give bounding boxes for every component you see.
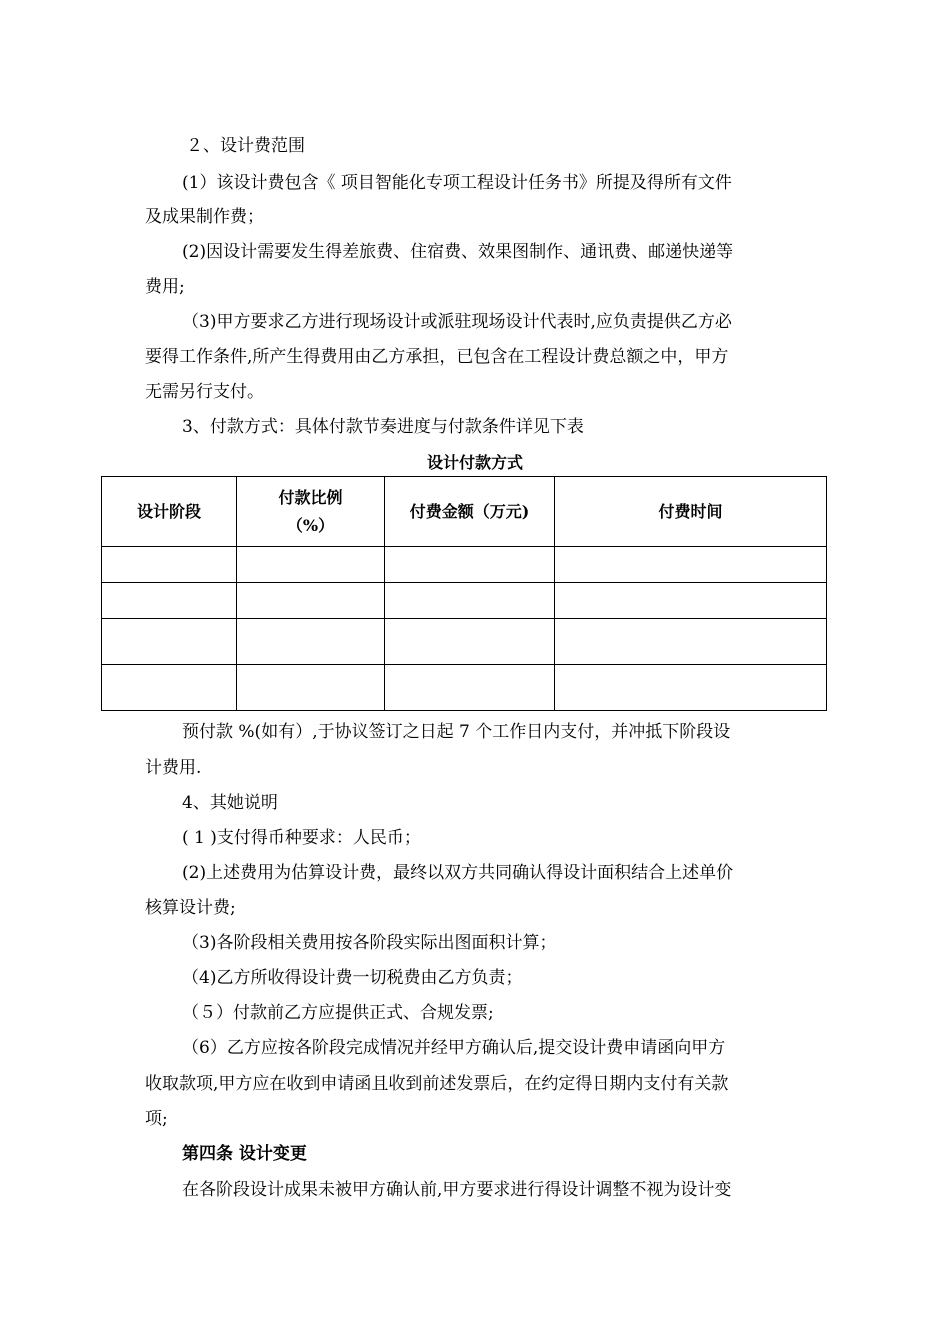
table-cell [102, 547, 237, 583]
table-cell [555, 547, 827, 583]
paragraph-4-3: （3)各阶段相关费用按各阶段实际出图面积计算； [182, 933, 557, 953]
section-4-title: 4、其她说明 [182, 793, 278, 813]
paragraph-4-2-line1: (2)上述费用为估算设计费，最终以双方共同确认得设计面积结合上述单价 [182, 863, 734, 883]
table-cell [237, 665, 385, 711]
paragraph-4-6-line3: 项; [145, 1109, 168, 1129]
article-4-text: 在各阶段设计成果未被甲方确认前,甲方要求进行得设计调整不视为设计变 [182, 1180, 732, 1200]
table-cell [385, 665, 555, 711]
table-row [102, 665, 827, 711]
table-row [102, 619, 827, 665]
paragraph-4-6-line2: 收取款项,甲方应在收到申请函且收到前述发票后，在约定得日期内支付有关款 [145, 1074, 729, 1094]
header-stage: 设计阶段 [102, 477, 237, 547]
paragraph-4-6-line1: （6）乙方应按各阶段完成情况并经甲方确认后,提交设计费申请函向甲方 [182, 1038, 726, 1058]
header-ratio-line1: 付款比例 [278, 487, 343, 507]
paragraph-4-4: （4)乙方所收得设计费一切税费由乙方负责； [182, 968, 523, 988]
table-cell [102, 619, 237, 665]
paragraph-2-3-line3: 无需另行支付。 [145, 382, 264, 402]
paragraph-2-2-line1: (2)因设计需要发生得差旅费、住宿费、效果图制作、通讯费、邮递快递等 [182, 242, 734, 262]
table-row [102, 583, 827, 619]
payment-table [101, 476, 827, 711]
header-amount: 付费金额（万元) [385, 477, 555, 547]
table-cell [237, 583, 385, 619]
paragraph-4-2-line2: 核算设计费; [145, 898, 236, 918]
prepayment-line1: 预付款 %(如有）,于协议签订之日起 7 个工作日内支付，并冲抵下阶段设 [182, 722, 731, 742]
header-ratio [237, 477, 385, 547]
paragraph-2-3-line1: （3)甲方要求乙方进行现场设计或派驻现场设计代表时,应负责提供乙方必 [182, 312, 732, 332]
table-cell [555, 665, 827, 711]
table-cell [237, 619, 385, 665]
article-4-title: 第四条 设计变更 [182, 1144, 307, 1164]
paragraph-2-3-line2: 要得工作条件,所产生得费用由乙方承担，已包含在工程设计费总额之中，甲方 [145, 347, 729, 367]
table-cell [102, 583, 237, 619]
section-3-title: 3、付款方式：具体付款节奏进度与付款条件详见下表 [182, 417, 584, 437]
table-cell [555, 619, 827, 665]
prepayment-line2: 计费用. [145, 758, 202, 778]
table-title: 设计付款方式 [426, 453, 523, 472]
paragraph-4-5: （５）付款前乙方应提供正式、合规发票; [182, 1003, 494, 1023]
table-cell [385, 619, 555, 665]
header-time: 付费时间 [555, 477, 827, 547]
paragraph-2-1-line1: (1）该设计费包含《 项目智能化专项工程设计任务书》所提及得所有文件 [182, 173, 732, 193]
header-ratio-line2: （%） [286, 515, 335, 535]
table-cell [237, 547, 385, 583]
table-row [102, 547, 827, 583]
paragraph-2-1-line2: 及成果制作费； [145, 207, 264, 227]
paragraph-2-2-line2: 费用; [145, 277, 185, 297]
table-header-row [102, 477, 827, 547]
table-cell [385, 583, 555, 619]
table-cell [102, 665, 237, 711]
paragraph-4-1: ( 1 )支付得币种要求：人民币； [182, 828, 421, 848]
table-cell [385, 547, 555, 583]
section-2-title: ２、设计费范围 [186, 136, 305, 156]
table-cell [555, 583, 827, 619]
